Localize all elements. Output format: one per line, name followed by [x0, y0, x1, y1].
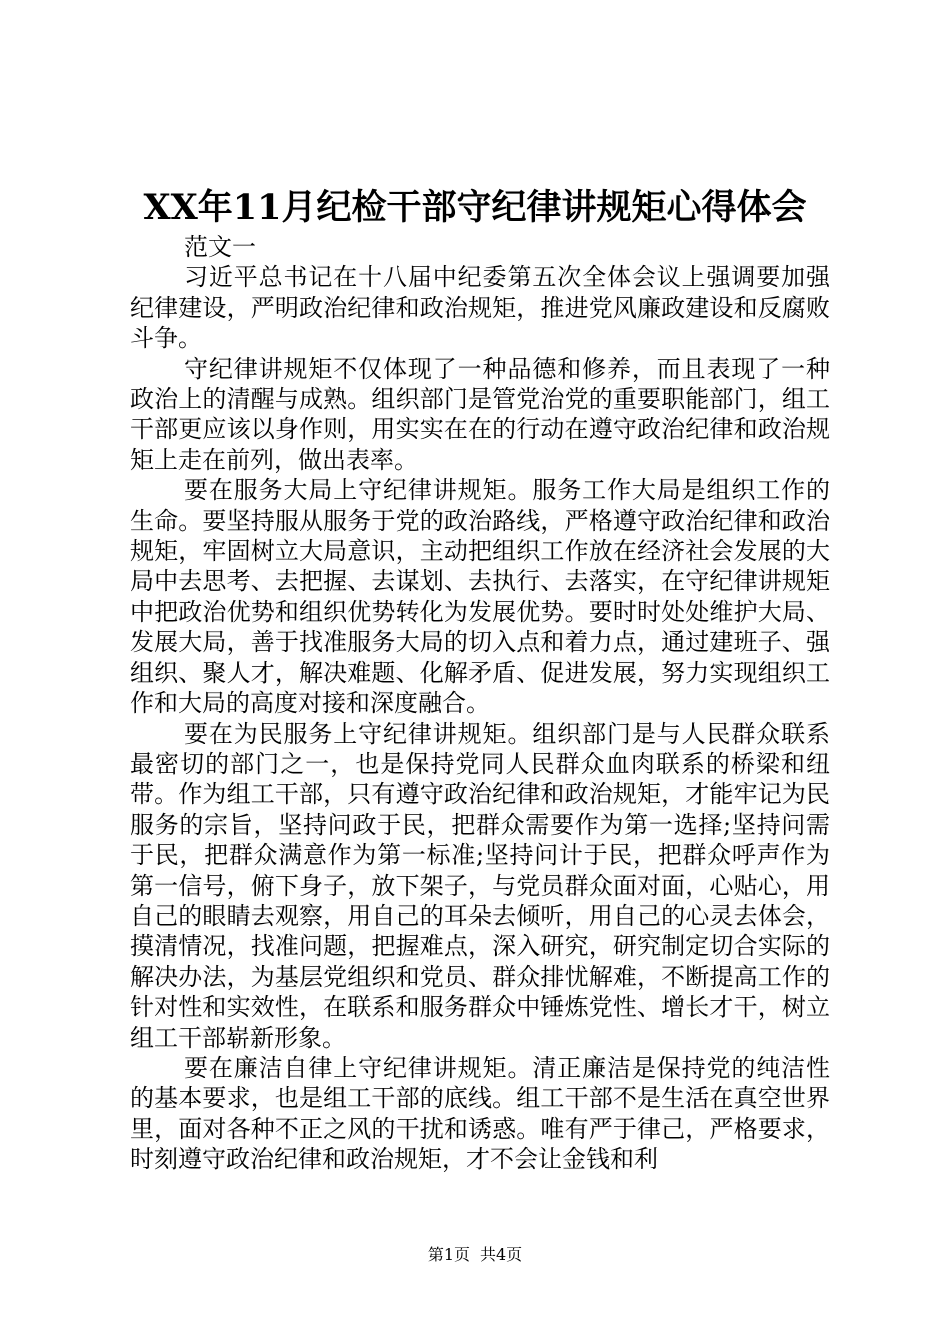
page-total: 共4页	[480, 1245, 523, 1264]
page-footer	[0, 1244, 950, 1266]
paragraph-2: 守纪律讲规矩不仅体现了一种品德和修养，而且表现了一种政治上的清醒与成熟。组织部门是管党治党的重要职能部门，组工干部更应该以身作则，用实实在在的行动在遵守政治纪律和政治规矩上走在前列，做出表率。	[130, 354, 830, 474]
page-number: 第1页	[427, 1245, 470, 1264]
paragraph-3: 要在服务大局上守纪律讲规矩。服务工作大局是组织工作的生命。要坚持服从服务于党的政治路线，严格遵守政治纪律和政治规矩，牢固树立大局意识，主动把组织工作放在经济社会发展的大局中去思考、去把握、去谋划、去执行、去落实，在守纪律讲规矩中把政治优势和组织优势转化为发展优势。要时时处处维护大局、发展大局，善于找准服务大局的切入点和着力点，通过建班子、强组织、聚人才，解决难题、化解矛盾、促进发展，努力实现组织工作和大局的高度对接和深度融合。	[130, 476, 830, 718]
section-label: 范文一	[184, 233, 256, 261]
paragraph-1: 习近平总书记在十八届中纪委第五次全体会议上强调要加强纪律建设，严明政治纪律和政治规矩，推进党风廉政建设和反腐败斗争。	[130, 263, 830, 353]
document-title: XX年11月纪检干部守纪律讲规矩心得体会	[143, 187, 807, 228]
paragraph-5: 要在廉洁自律上守纪律讲规矩。清正廉洁是保持党的纯洁性的基本要求，也是组工干部的底线。组工干部不是生活在真空世界里，面对各种不正之风的干扰和诱惑。唯有严于律己，严格要求，时刻遵守政治纪律和政治规矩，才不会让金钱和利	[130, 1053, 830, 1174]
document-body	[130, 232, 830, 1175]
paragraph-4: 要在为民服务上守纪律讲规矩。组织部门是与人民群众联系最密切的部门之一，也是保持党同人民群众血肉联系的桥梁和纽带。作为组工干部，只有遵守政治纪律和政治规矩，才能牢记为民服务的宗旨，坚持问政于民，把群众需要作为第一选择;坚持问需于民，把群众满意作为第一标准;坚持问计于民，把群众呼声作为第一信号，俯下身子，放下架子，与党员群众面对面，心贴心，用自己的眼睛去观察，用自己的耳朵去倾听，用自己的心灵去体会，摸清情况，找准问题，把握难点，深入研究，研究制定切合实际的解决办法，为基层党组织和党员、群众排忧解难，不断提高工作的针对性和实效性，在联系和服务群众中锤炼党性、增长才干，树立组工干部崭新形象。	[130, 719, 830, 1052]
